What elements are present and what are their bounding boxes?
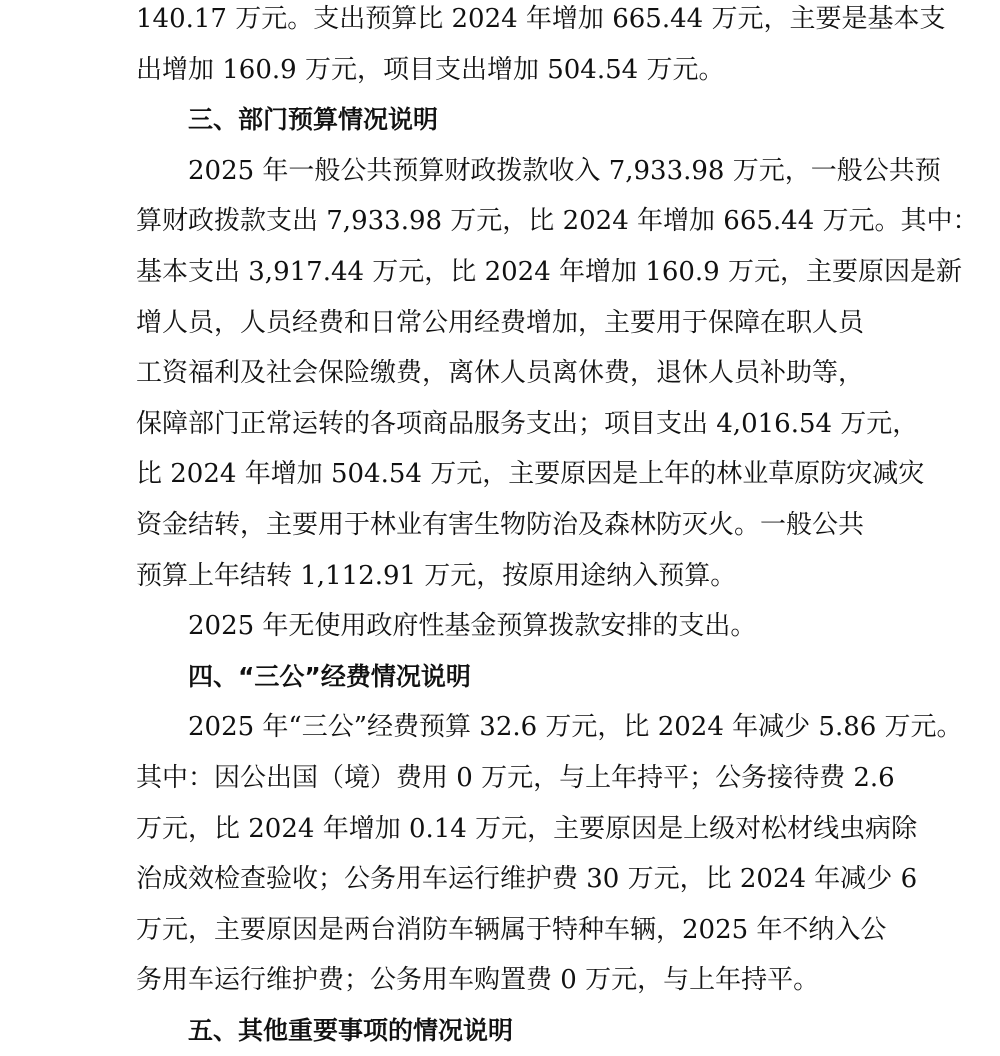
section-heading: 四、“三公”经费情况说明 [188,661,471,691]
paragraph-line: 万元，主要原因是两台消防车辆属于特种车辆，2025 年不纳入公 [136,914,887,945]
paragraph-line: 2025 年无使用政府性基金预算拨款安排的支出。 [188,611,757,642]
document-body [136,0,979,1056]
paragraph-line: 治成效检查验收；公务用车运行维护费 30 万元，比 2024 年减少 6 [136,864,918,895]
paragraph-line: 其中：因公出国（境）费用 0 万元，与上年持平；公务接待费 2.6 [136,762,895,793]
paragraph-line: 基本支出 3,917.44 万元，比 2024 年增加 160.9 万元，主要原因是新 [136,256,962,287]
paragraph-line: 资金结转，主要用于林业有害生物防治及森林防灭火。一般公共 [136,509,865,540]
paragraph-line: 出增加 160.9 万元，项目支出增加 504.54 万元。 [136,54,725,85]
paragraph-line: 2025 年一般公共预算财政拨款收入 7,933.98 万元，一般公共预 [188,155,941,186]
section-heading: 五、其他重要事项的情况说明 [188,1015,514,1045]
paragraph-line: 140.17 万元。支出预算比 2024 年增加 665.44 万元，主要是基本支 [136,4,946,34]
paragraph-line: 保障部门正常运转的各项商品服务支出；项目支出 4,016.54 万元， [136,408,919,439]
paragraph-line: 算财政拨款支出 7,933.98 万元，比 2024 年增加 665.44 万元。其中： [136,206,979,237]
paragraph-line: 万元，比 2024 年增加 0.14 万元，主要原因是上级对松材线虫病除 [136,813,918,844]
paragraph-line: 务用车运行维护费；公务用车购置费 0 万元，与上年持平。 [136,965,820,996]
paragraph-line: 预算上年结转 1,112.91 万元，按原用途纳入预算。 [136,560,737,591]
section-heading: 三、部门预算情况说明 [188,105,439,135]
paragraph-line: 增人员，人员经费和日常公用经费增加，主要用于保障在职人员 [136,307,865,338]
paragraph-line: 比 2024 年增加 504.54 万元，主要原因是上年的林业草原防灾减灾 [136,459,925,490]
paragraph-line: 2025 年“三公”经费预算 32.6 万元，比 2024 年减少 5.86 万元。 [188,712,963,743]
paragraph-line: 工资福利及社会保险缴费，离休人员离休费，退休人员补助等， [136,358,865,389]
